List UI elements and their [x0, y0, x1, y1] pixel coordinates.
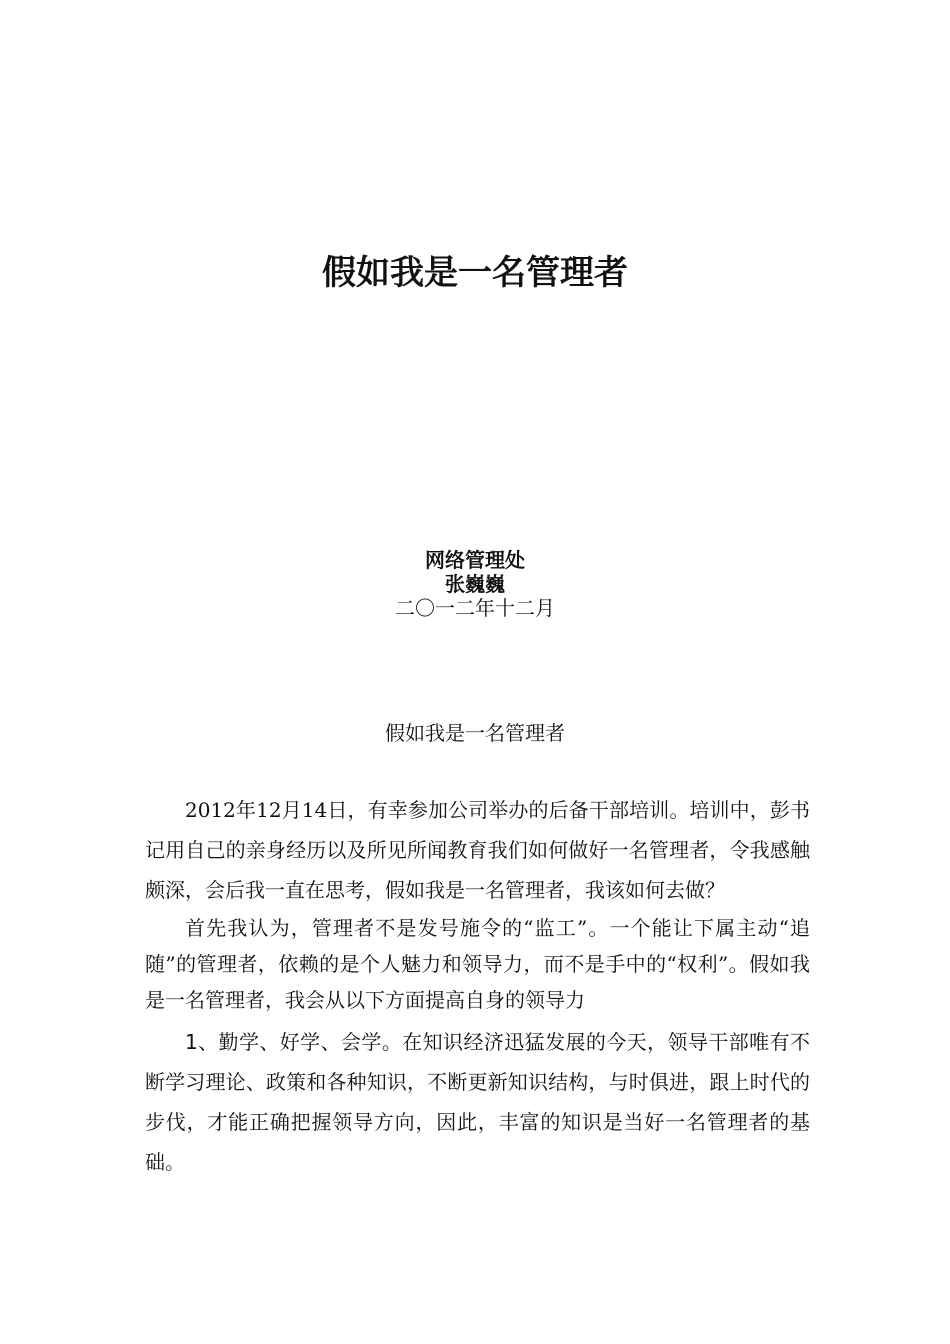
paragraph-intro: 2012年12月14日，有幸参加公司举办的后备干部培训。培训中，彭书记用自己的亲身经历以及所见所闻教育我们如何做好一名管理者，令我感触颇深，会后我一直在思考，假如我是一名管理者，我该如何去做？ — [145, 798, 810, 902]
cover-author: 张巍巍 — [445, 572, 505, 596]
cover-title: 假如我是一名管理者 — [322, 253, 628, 293]
paragraph-point-1 — [145, 1022, 810, 1182]
article-title: 假如我是一名管理者 — [385, 721, 565, 745]
point-1-number: 1 — [185, 1030, 198, 1054]
article-body — [145, 790, 810, 1182]
cover-date: 二〇一二年十二月 — [395, 596, 555, 620]
cover-meta — [0, 548, 950, 620]
point-1-text: 、勤学、好学、会学。在知识经济迅猛发展的今天，领导干部唯有不断学习理论、政策和各种知识，不断更新知识结构，与时俱进，跟上时代的步伐，才能正确把握领导方向，因此，丰富的知识是当好一名管理者的基础。 — [145, 1030, 810, 1174]
cover-department: 网络管理处 — [425, 548, 525, 572]
paragraph-leadership: 首先我认为，管理者不是发号施令的“监工”。一个能让下属主动“追随”的管理者，依赖的是个人魅力和领导力，而不是手中的“权利”。假如我是一名管理者，我会从以下方面提高自身的领导力 — [145, 916, 810, 1012]
